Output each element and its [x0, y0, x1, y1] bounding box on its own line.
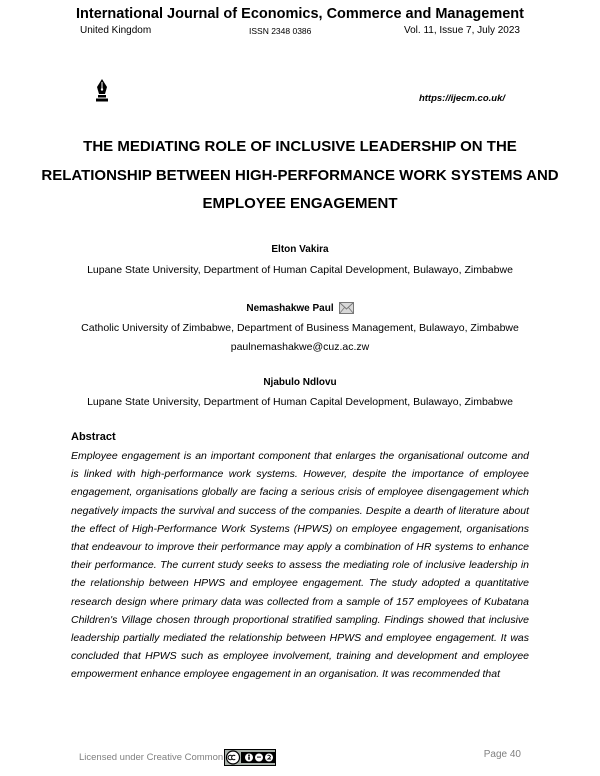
journal-issn: ISSN 2348 0386	[249, 26, 312, 36]
author-block	[0, 302, 600, 314]
author-affiliation: Catholic University of Zimbabwe, Department of Business Management, Bulawayo, Zimbabwe	[81, 322, 519, 334]
abstract-text: Employee engagement is an important component that enlarges the organisational outcome and is linked with high-performance work systems. However, despite the importance of employee engagement, organisations globally are facing a serious crisis of employee disengagement which negatively impacts the survival and success of the companies. Despite a dearth of literature about the effect of High-Performance Work Systems (HPWS) on employee engagement, organisations that endeavour to improve their performance may apply a combination of HR systems to enhance their performance. The current study seeks to assess the mediating role of inclusive leadership in the relationship between HPWS and employee engagement. The study adopted a quantitative research design where primary data was collected from a sample of 157 employees of Kubatana Children's Village chosen through proportional stratified sampling. Findings showed that inclusive leadership partially mediated the relationship between HPWS and employee engagement. It was concluded that HPWS such as employee involvement, training and development and employee empowerment enhance employee engagement in an organisation. It was recommended that	[71, 450, 529, 681]
pen-nib-icon	[94, 79, 110, 103]
journal-country: United Kingdom	[80, 25, 152, 36]
journal-title: International Journal of Economics, Commerce and Management	[76, 6, 524, 22]
creative-commons-icon[interactable]	[224, 749, 276, 766]
author-name: Elton Vakira	[271, 244, 329, 255]
paper-title: THE MEDIATING ROLE OF INCLUSIVE LEADERSHIP ON THE RELATIONSHIP BETWEEN HIGH-PERFORMANCE WORK SYSTEMS AND EMPLOYEE ENGAGEMENT	[41, 138, 559, 212]
page-number: Page 40	[483, 749, 521, 760]
author-name: Nemashakwe Paul	[246, 302, 334, 314]
journal-volume: Vol. 11, Issue 7, July 2023	[403, 25, 520, 36]
journal-url[interactable]: https://ijecm.co.uk/	[418, 93, 505, 104]
envelope-icon[interactable]	[339, 302, 354, 314]
author-name: Njabulo Ndlovu	[263, 377, 337, 388]
license-footer	[79, 749, 276, 766]
author-email[interactable]: paulnemashakwe@cuz.ac.zw	[230, 341, 370, 353]
abstract-heading: Abstract	[71, 431, 116, 443]
author-affiliation: Lupane State University, Department of Human Capital Development, Bulawayo, Zimbabwe	[87, 264, 513, 276]
license-text: Licensed under Creative Common	[79, 752, 224, 763]
author-affiliation: Lupane State University, Department of Human Capital Development, Bulawayo, Zimbabwe	[87, 396, 513, 408]
